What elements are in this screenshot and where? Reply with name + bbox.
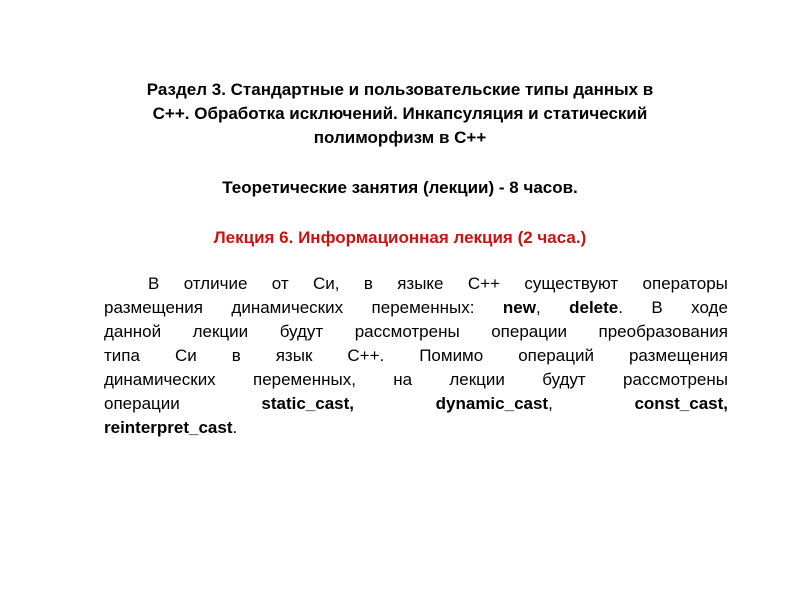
word: типа [104,346,140,365]
word: С++ [467,274,500,293]
word: переменных: [371,298,475,317]
word: в [363,274,373,293]
paragraph-line-1 [104,272,728,296]
word: операции [491,322,567,341]
keyword-static-cast: static_cast, [261,394,355,413]
punct: . [618,298,623,317]
keyword-group [503,296,541,320]
word: операций [518,346,594,365]
word: отличие [183,274,248,293]
word: лекции [449,370,505,389]
word: операции [104,394,180,413]
section-title [100,78,700,150]
word: ходе [691,298,728,317]
word: Си, [312,274,340,293]
word: В [651,298,663,317]
section-title-line-1: Раздел 3. Стандартные и пользовательские типы данных в [146,80,654,99]
word: на [393,370,413,389]
word: данной [104,322,162,341]
punct: , [535,298,541,317]
keyword-delete: delete [569,298,619,317]
word: динамических [104,370,216,389]
lecture-description [104,272,728,440]
paragraph-line-2 [104,296,728,320]
theory-hours: Теоретические занятия (лекции) - 8 часов. [222,178,578,197]
word: языке [397,274,444,293]
word: переменных, [252,370,356,389]
word: Си [174,346,197,365]
word: размещения [628,346,728,365]
paragraph-line-7 [104,416,728,440]
word: от [271,274,289,293]
word: рассмотрены [623,370,728,389]
word: лекции [192,322,249,341]
word: будут [542,370,586,389]
paragraph-line-4 [104,344,728,368]
section-title-line-3: полиморфизм в С++ [313,128,487,147]
word: язык [275,346,313,365]
lecture-title: Лекция 6. Информационная лекция (2 часа.) [213,228,587,247]
word: преобразования [598,322,728,341]
word: в [231,346,241,365]
punct: . [232,418,238,437]
word: Помимо [419,346,484,365]
word: операторы [642,274,728,293]
keyword-dynamic-cast: dynamic_cast [435,394,549,413]
word: рассмотрены [354,322,460,341]
word: размещения [104,298,203,317]
word: С++. [347,346,385,365]
word: будут [279,322,324,341]
keyword-new: new [502,298,536,317]
paragraph-line-5 [104,368,728,392]
keyword-reinterpret-cast: reinterpret_cast [104,418,233,437]
paragraph-line-3 [104,320,728,344]
keyword-group [436,392,553,416]
word: существуют [524,274,619,293]
keyword-const-cast: const_cast, [634,394,728,413]
punct: , [548,394,553,413]
word: динамических [231,298,344,317]
paragraph-line-6 [104,392,728,416]
section-title-line-2: С++. Обработка исключений. Инкапсуляция и статический [152,104,648,123]
keyword-group [569,296,623,320]
word: В [148,274,160,293]
